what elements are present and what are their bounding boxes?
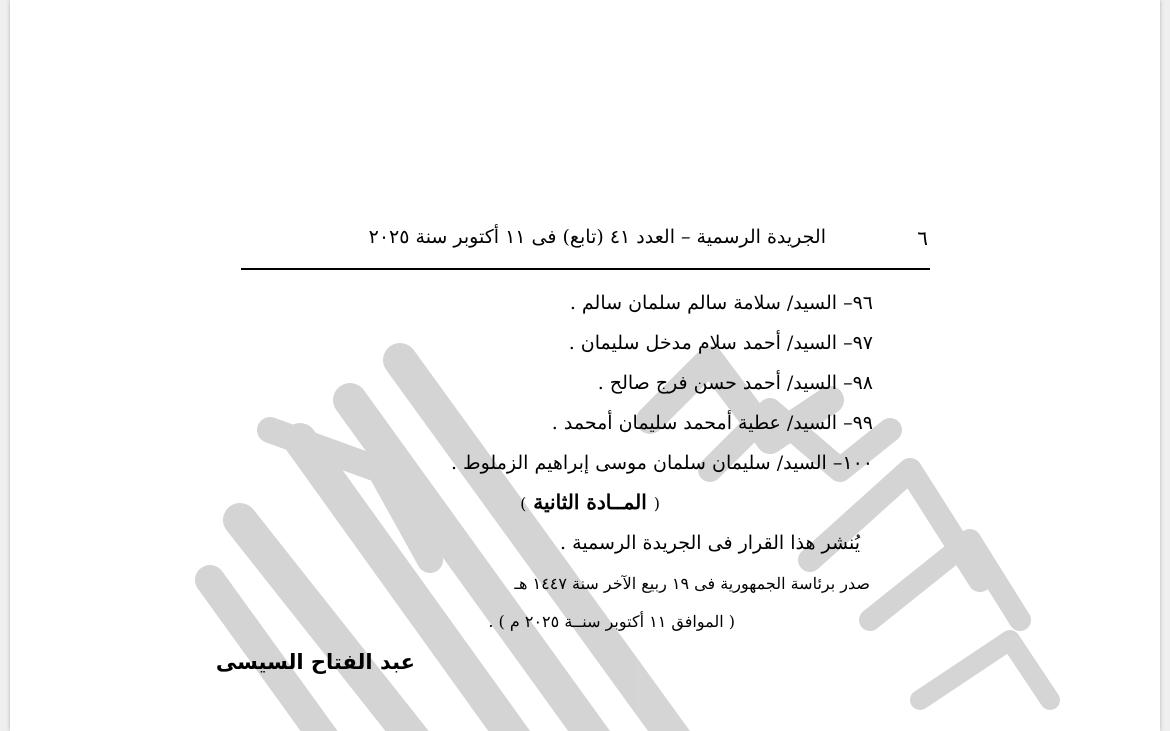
list-item: ٩٩– السيد/ عطية أمحمد سليمان أمحمد . [551,412,873,434]
list-item: ١٠٠– السيد/ سليمان سلمان موسى إبراهيم الزملوط . [450,452,873,474]
article-close-paren: ) [520,494,527,513]
signature-name: عبد الفتاح السيسى [215,650,415,674]
page-number: ٦ [917,226,928,250]
list-item: ٩٨– السيد/ أحمد حسن فرج صالح . [597,372,873,394]
publication-clause: يُنشر هذا القرار فى الجريدة الرسمية . [560,532,860,554]
gazette-header-title: الجريدة الرسمية – العدد ٤١ (تابع) فى ١١ أكتوبر سنة ٢٠٢٥ [368,226,826,248]
corresponding-date: ( الموافق ١١ أكتوبر سنــة ٢٠٢٥ م ) . [488,612,735,631]
header-divider [241,268,930,270]
issued-clause: صدر برئاسة الجمهورية فى ١٩ ربيع الآخر سنة ١٤٤٧ هـ [514,574,870,593]
article-open-paren: ( [653,494,660,513]
article-heading [520,490,660,514]
article-title: المــادة الثانية [533,490,647,514]
list-item: ٩٦– السيد/ سلامة سالم سلمان سالم . [569,292,873,314]
list-item: ٩٧– السيد/ أحمد سلام مدخل سليمان . [568,332,873,354]
document-page [10,0,1160,731]
